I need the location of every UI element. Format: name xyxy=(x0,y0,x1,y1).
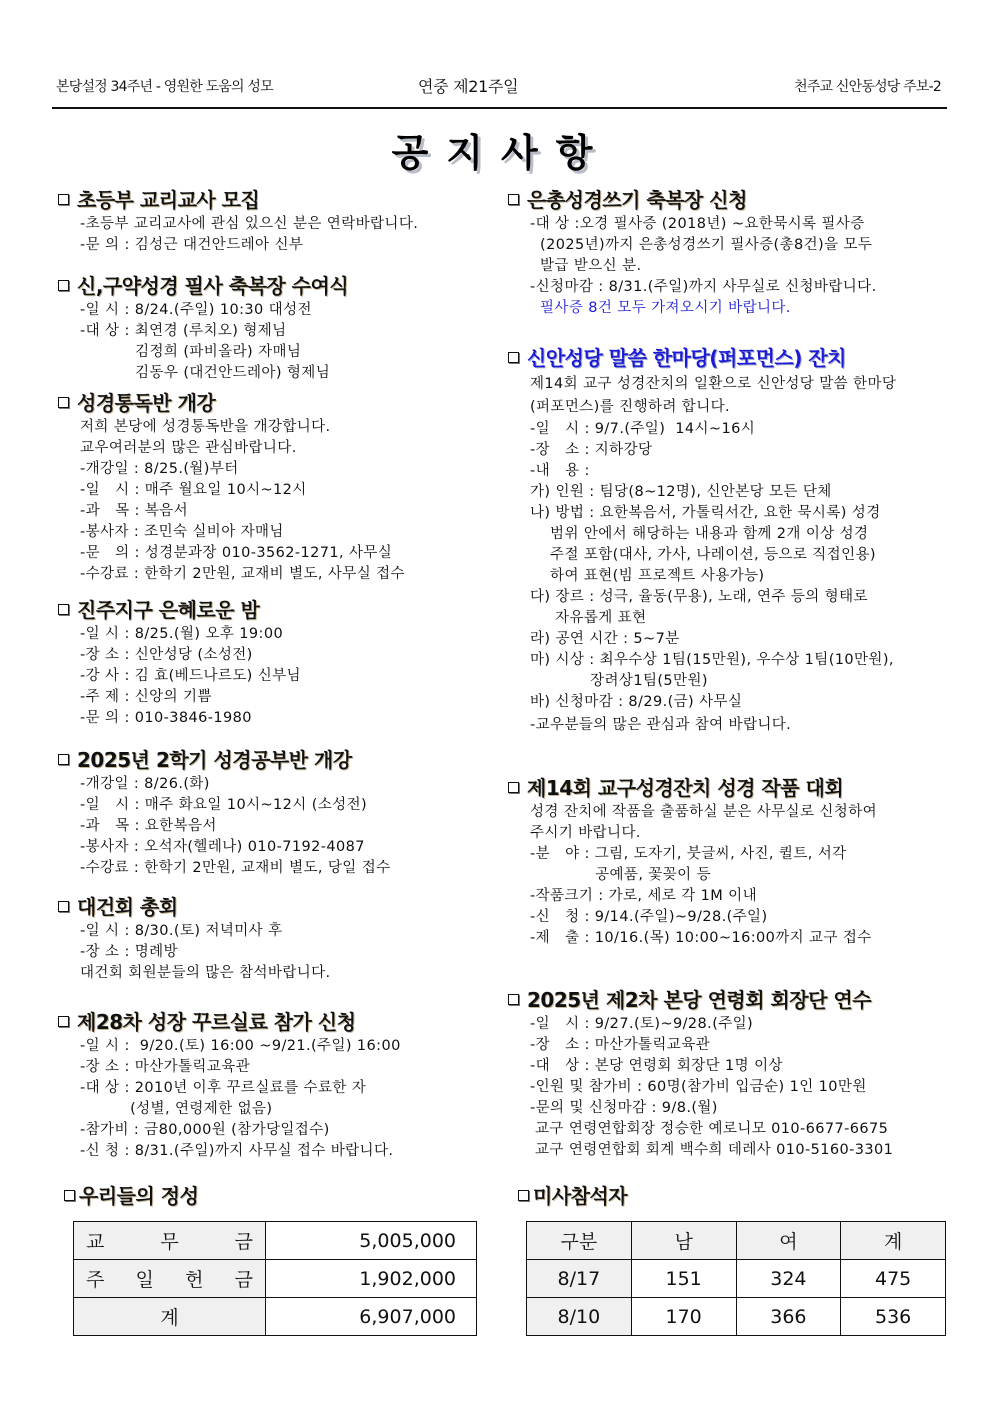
notice-line: (2025년)까지 은총성경쓰기 필사증(총8건)을 모두 xyxy=(530,237,873,253)
notice-line: 마) 시상 : 최우수상 1팀(15만원), 우수상 1팀(10만원), xyxy=(530,652,894,668)
notice-line: -일 시 : 매주 화요일 10시~12시 (소성전) xyxy=(80,797,368,813)
notice-line: -대 상 :오경 필사증 (2018년) ~요한묵시록 필사증 xyxy=(530,216,865,232)
attendance-heading xyxy=(518,1182,627,1210)
notice-grace-bible-writing xyxy=(508,186,953,319)
header-center-text: 연중 제21주일 xyxy=(418,77,519,96)
notice-line: 다) 장르 : 성극, 율동(무용), 노래, 연주 등의 형태로 xyxy=(530,589,868,605)
notice-line: 교구 연령연합회 회계 백수희 데레사 010-5160-3301 xyxy=(530,1142,894,1158)
notice-line: 나) 방법 : 요한복음서, 가톨릭서간, 요한 묵시록) 성경 xyxy=(530,505,881,521)
checkbox-square-icon xyxy=(508,994,519,1005)
notice-line: 교우여러분의 많은 관심바랍니다. xyxy=(80,440,297,456)
cell: 475 xyxy=(841,1260,946,1298)
section-title: 신,구약성경 필사 축복장 수여식 xyxy=(77,274,349,298)
notice-line: -일 시 : 9/20.(토) 16:00 ~9/21.(주일) 16:00 xyxy=(80,1038,401,1054)
table-header-row xyxy=(527,1222,946,1260)
checkbox-square-icon xyxy=(64,1190,75,1201)
notice-cursillo xyxy=(58,1008,498,1162)
notice-line: -일 시 : 9/27.(토)~9/28.(주일) xyxy=(530,1016,754,1032)
notice-bible-study-class xyxy=(58,746,498,879)
column-header: 계 xyxy=(841,1222,946,1260)
notice-line: -장 소 : 신안성당 (소성전) xyxy=(80,647,253,663)
checkbox-square-icon xyxy=(58,754,69,765)
notice-line: 발급 받으신 분. xyxy=(530,258,642,274)
notice-line: 하여 표현(빔 프로젝트 사용가능) xyxy=(530,568,765,584)
column-header: 구분 xyxy=(527,1222,632,1260)
checkbox-square-icon xyxy=(508,782,519,793)
notice-line: 장려상1팀(5만원) xyxy=(530,673,708,689)
checkbox-square-icon xyxy=(58,280,69,291)
notice-line: -문 의 : 김성근 대건안드레아 신부 xyxy=(80,237,304,253)
notice-line: 교구 연령연합회장 정승한 예로니모 010-6677-6675 xyxy=(530,1121,889,1137)
column-header: 여 xyxy=(736,1222,841,1260)
notice-line: -주 제 : 신앙의 기쁨 xyxy=(80,689,212,705)
offerings-heading xyxy=(64,1182,198,1210)
notice-line: 자유롭게 표현 xyxy=(530,610,647,626)
checkbox-square-icon xyxy=(58,194,69,205)
cell: 170 xyxy=(631,1298,736,1336)
notice-line: -장 소 : 마산가톨릭교육관 xyxy=(80,1059,251,1075)
attendance-table xyxy=(526,1221,946,1336)
notice-line: -개강일 : 8/25.(월)부터 xyxy=(80,461,239,477)
notice-line: -초등부 교리교사에 관심 있으신 분은 연락바랍니다. xyxy=(80,216,419,232)
notice-line: -내 용 : xyxy=(530,463,590,479)
notice-line: -과 목 : 복음서 xyxy=(80,503,188,519)
offering-value: 5,005,000 xyxy=(266,1222,477,1260)
notice-line: -강 사 : 김 효(베드나르도) 신부님 xyxy=(80,668,301,684)
notice-line: 범위 안에서 해당하는 내용과 함께 2개 이상 성경 xyxy=(530,526,869,542)
notice-grace-night xyxy=(58,596,498,729)
section-title: 제14회 교구성경잔치 성경 작품 대회 xyxy=(527,776,844,800)
notice-line: -장 소 : 지하강당 xyxy=(530,442,653,458)
header-divider xyxy=(52,107,947,109)
notice-daegeon-meeting xyxy=(58,893,498,984)
notice-line: (퍼포먼스)를 진행하려 합니다. xyxy=(530,399,731,415)
offering-value: 1,902,000 xyxy=(266,1260,477,1298)
offerings-title: 우리들의 정성 xyxy=(79,1184,199,1208)
notice-line: -신 청 : 9/14.(주일)~9/28.(주일) xyxy=(530,909,768,925)
section-title: 신안성당 말씀 한마당(퍼포먼스) 잔치 xyxy=(527,346,846,370)
notice-line: -일 시 : 8/30.(토) 저녁미사 후 xyxy=(80,923,283,939)
section-title: 대건회 총회 xyxy=(77,895,178,919)
page-title: 공지사항 xyxy=(391,131,611,175)
notice-line: 제14회 교구 성경잔치의 일환으로 신안성당 말씀 한마당 xyxy=(530,376,897,392)
notice-line: -일 시 : 9/7.(주일) 14시~16시 xyxy=(530,421,756,437)
notice-line: -일 시 : 8/24.(주일) 10:30 대성전 xyxy=(80,302,312,318)
table-row xyxy=(74,1298,477,1336)
date-cell: 8/17 xyxy=(527,1260,632,1298)
checkbox-square-icon xyxy=(518,1190,529,1201)
notice-line: -인원 및 참가비 : 60명(참가비 입금순) 1인 10만원 xyxy=(530,1079,867,1095)
notice-line: -분 야 : 그림, 도자기, 붓글씨, 사진, 퀼트, 서각 xyxy=(530,846,847,862)
offering-label: 주 일 헌 금 xyxy=(86,1269,253,1291)
checkbox-square-icon xyxy=(508,352,519,363)
notice-line: 김정희 (파비올라) 자매님 xyxy=(80,344,302,360)
notice-line: -대 상 : 최연경 (루치오) 형제님 xyxy=(80,323,287,339)
notice-line: -수강료 : 한학기 2만원, 교재비 별도, 당일 접수 xyxy=(80,860,391,876)
notice-line: 가) 인원 : 팀당(8~12명), 신안본당 모든 단체 xyxy=(530,484,832,500)
notice-line: -문 의 : 성경분과장 010-3562-1271, 사무실 xyxy=(80,545,393,561)
notice-line: -대 상 : 본당 연령회 회장단 1명 이상 xyxy=(530,1058,783,1074)
section-title: 2025년 제2차 본당 연령회 회장단 연수 xyxy=(527,988,872,1012)
cell: 151 xyxy=(631,1260,736,1298)
notice-line: -참가비 : 금80,000원 (참가당일접수) xyxy=(80,1122,330,1138)
notice-line: 김동우 (대건안드레아) 형제님 xyxy=(80,365,331,381)
notice-line: 성경 잔치에 작품을 출품하실 분은 사무실로 신청하여 xyxy=(530,804,878,820)
notice-bible-artwork-contest xyxy=(508,774,953,949)
header-right-text: 천주교 신안동성당 주보-2 xyxy=(794,79,941,95)
highlight-line: 필사증 8건 모두 가져오시기 바랍니다. xyxy=(530,300,791,316)
notice-line: -일 시 : 매주 월요일 10시~12시 xyxy=(80,482,307,498)
checkbox-square-icon xyxy=(58,901,69,912)
notice-line: -수강료 : 한학기 2만원, 교재비 별도, 사무실 접수 xyxy=(80,566,405,582)
section-title: 성경통독반 개강 xyxy=(77,391,216,415)
notice-line: 저희 본당에 성경통독반을 개강합니다. xyxy=(80,419,331,435)
offering-label: 계 xyxy=(74,1298,266,1336)
notice-bible-copy-award xyxy=(58,272,498,384)
column-header: 남 xyxy=(631,1222,736,1260)
table-row xyxy=(527,1260,946,1298)
notice-line: -작품크기 : 가로, 세로 각 1M 이내 xyxy=(530,888,757,904)
notice-line: -과 목 : 요한복음서 xyxy=(80,818,217,834)
notice-line: -봉사자 : 조민숙 실비아 자매님 xyxy=(80,524,284,540)
notice-line: -개강일 : 8/26.(화) xyxy=(80,776,210,792)
section-title: 제28차 성장 꾸르실료 참가 신청 xyxy=(77,1010,356,1034)
notice-line: -일 시 : 8/25.(월) 오후 19:00 xyxy=(80,626,284,642)
notice-line: -제 출 : 10/16.(목) 10:00~16:00까지 교구 접수 xyxy=(530,930,872,946)
checkbox-square-icon xyxy=(58,397,69,408)
cell: 366 xyxy=(736,1298,841,1336)
offering-label: 교 무 금 xyxy=(86,1231,253,1253)
notice-line: 바) 신청마감 : 8/29.(금) 사무실 xyxy=(530,694,743,710)
notice-line: -장 소 : 명례방 xyxy=(80,944,178,960)
checkbox-square-icon xyxy=(508,194,519,205)
offerings-table xyxy=(73,1221,477,1336)
table-row xyxy=(74,1222,477,1260)
section-title: 2025년 2학기 성경공부반 개강 xyxy=(77,748,352,772)
cell: 536 xyxy=(841,1298,946,1336)
checkbox-square-icon xyxy=(58,604,69,615)
notice-line: -장 소 : 마산가톨릭교육관 xyxy=(530,1037,711,1053)
notice-line: 공예품, 꽃꽂이 등 xyxy=(530,867,711,883)
notice-bible-reading-class xyxy=(58,389,498,585)
table-row xyxy=(527,1298,946,1336)
notice-line: -신청마감 : 8/31.(주일)까지 사무실로 신청바랍니다. xyxy=(530,279,877,295)
notice-elementary-teacher xyxy=(58,186,498,256)
notice-line: -신 청 : 8/31.(주일)까지 사무실 접수 바랍니다. xyxy=(80,1143,394,1159)
section-title: 진주지구 은혜로운 밤 xyxy=(77,598,260,622)
notice-line: -대 상 : 2010년 이후 꾸르실료를 수료한 자 xyxy=(80,1080,367,1096)
notice-funeral-committee-training xyxy=(508,986,953,1161)
cell: 324 xyxy=(736,1260,841,1298)
notice-line: -교우분들의 많은 관심과 참여 바랍니다. xyxy=(530,717,792,733)
attendance-title: 미사참석자 xyxy=(533,1184,628,1208)
notice-word-festival xyxy=(508,344,953,738)
section-title: 은총성경쓰기 축복장 신청 xyxy=(527,188,747,212)
page-header xyxy=(52,74,947,104)
notice-line: -문 의 : 010-3846-1980 xyxy=(80,710,252,726)
notice-line: 주절 포함(대사, 가사, 나레이션, 등으로 직접인용) xyxy=(530,547,876,563)
notice-line: 라) 공연 시간 : 5~7분 xyxy=(530,631,680,647)
date-cell: 8/10 xyxy=(527,1298,632,1336)
notice-line: (성별, 연령제한 없음) xyxy=(80,1101,273,1117)
offering-total-value: 6,907,000 xyxy=(266,1298,477,1336)
header-left-text: 본당설정 34주년 - 영원한 도움의 성모 xyxy=(56,79,273,95)
section-title: 초등부 교리교사 모집 xyxy=(77,188,260,212)
notice-line: -문의 및 신청마감 : 9/8.(월) xyxy=(530,1100,718,1116)
notice-line: 대건회 회원분들의 많은 참석바랍니다. xyxy=(80,965,331,981)
notice-line: -봉사자 : 오석자(헬레나) 010-7192-4087 xyxy=(80,839,365,855)
notice-line: 주시기 바랍니다. xyxy=(530,825,641,841)
table-row xyxy=(74,1260,477,1298)
checkbox-square-icon xyxy=(58,1016,69,1027)
